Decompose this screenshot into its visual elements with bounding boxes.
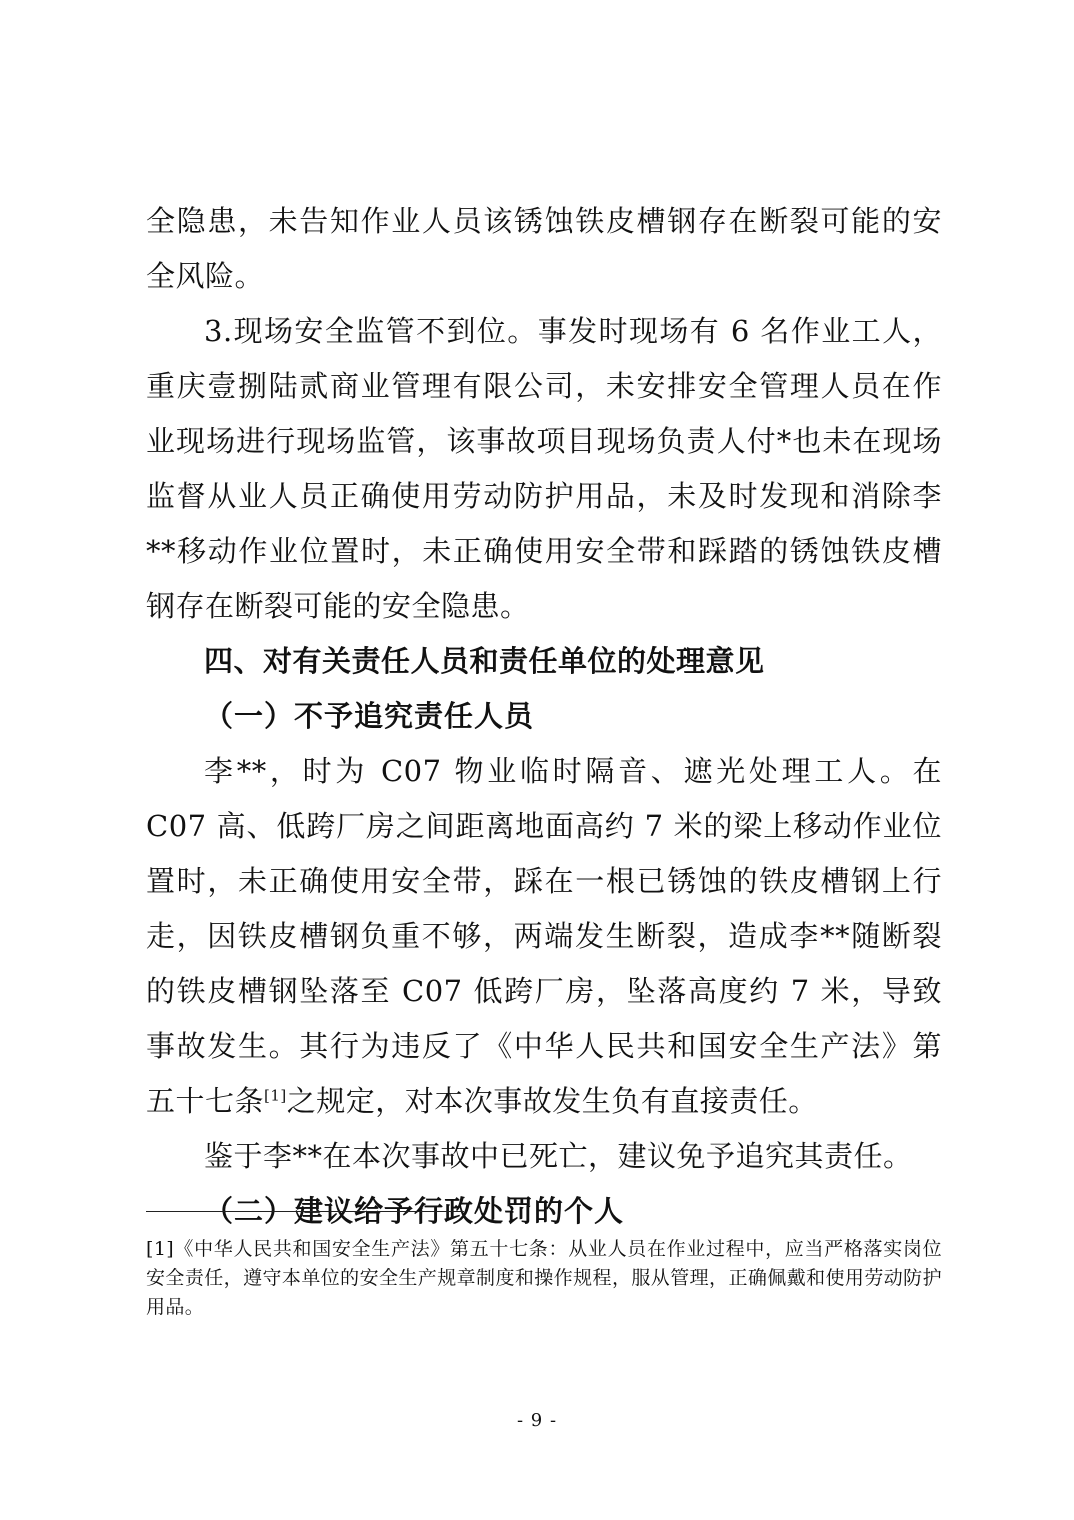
paragraph-supervision: 3.现场安全监管不到位。事发时现场有 6 名作业工人，重庆壹捌陆贰商业管理有限公司，未安排安全管理人员在作业现场进行现场监管，该事故项目现场负责人付*也未在现场监督从业人员正确使用劳动防护用品，未及时发现和消除李**移动作业位置时，未正确使用安全带和踩踏的锈蚀铁皮槽钢存在断裂可能的安全隐患。: [146, 314, 942, 623]
section-heading-4: 四、对有关责任人员和责任单位的处理意见: [204, 644, 765, 678]
subheading-administrative-penalty: （二）建议给予行政处罚的个人: [204, 1194, 625, 1228]
subheading-no-liability: （一）不予追究责任人员: [204, 699, 535, 733]
paragraph-li-text: 李**，时为 C07 物业临时隔音、遮光处理工人。在 C07 高、低跨厂房之间距离地面高约 7 米的梁上移动作业位置时，未正确使用安全带，踩在一根已锈蚀的铁皮槽钢上行走，因铁皮槽钢负重不够，两端发生断裂，造成李**随断裂的铁皮槽钢坠落至 C07 低跨厂房，坠落高度约 7 米，导致事故发生。其行为违反了《中华人民共和国安全生产法》第五十七条: [146, 754, 942, 1118]
paragraph-exemption: 鉴于李**在本次事故中已死亡，建议免予追究其责任。: [204, 1139, 913, 1173]
page-number: - 9 -: [516, 1410, 558, 1431]
footnote-reference: [1]: [264, 1086, 287, 1105]
paragraph-continuation: 全隐患，未告知作业人员该锈蚀铁皮槽钢存在断裂可能的安全风险。: [146, 204, 942, 293]
footnote-text: [1]《中华人民共和国安全生产法》第五十七条：从业人员在作业过程中，应当严格落实岗位安全责任，遵守本单位的安全生产规章制度和操作规程，服从管理，正确佩戴和使用劳动防护用品。: [146, 1238, 942, 1318]
body-text: [146, 194, 942, 1239]
footnote-divider: [146, 1211, 464, 1212]
paragraph-li-text-end: 之规定，对本次事故发生负有直接责任。: [286, 1084, 818, 1118]
paragraph-li-responsibility: [146, 744, 942, 1129]
